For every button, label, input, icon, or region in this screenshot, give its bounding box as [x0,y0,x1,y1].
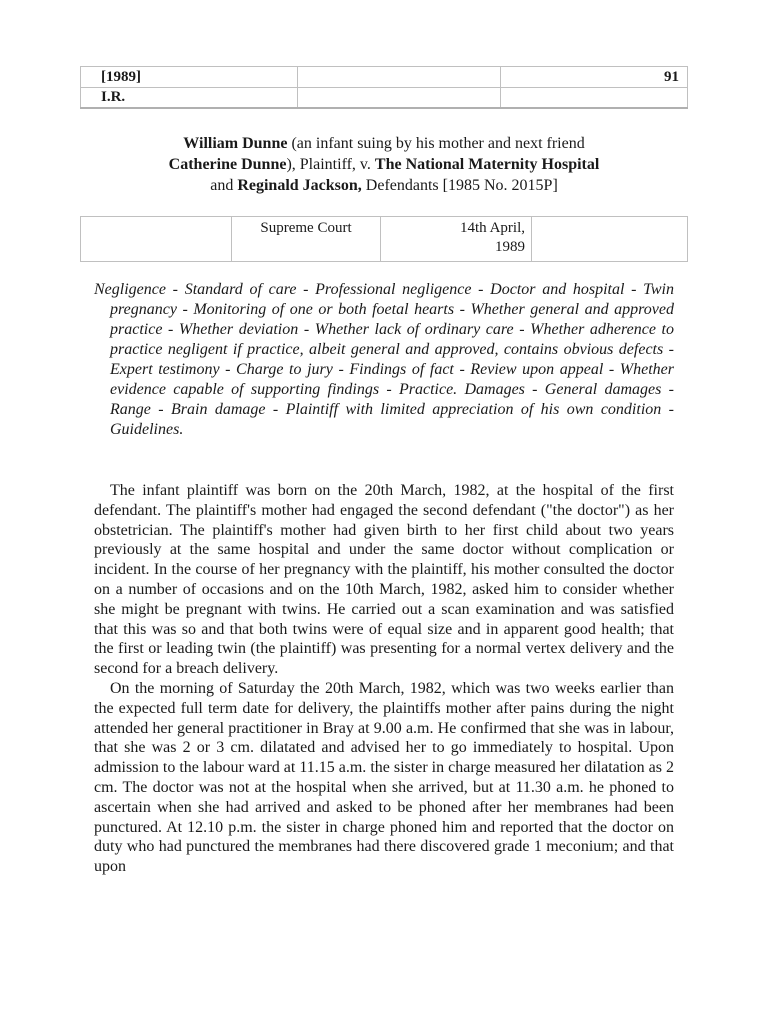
report-year: [1989] [81,67,298,88]
plaintiff-name: William Dunne [183,135,288,152]
second-defendant-name: Reginald Jackson, [237,177,362,194]
report-series: I.R. [81,88,298,109]
body-paragraph: On the morning of Saturday the 20th March, 1982, which was two weeks earlier than the expected full term date for delivery, the plaintiffs mother after pains during the night attended her general practitioner in Bray at 9.00 a.m. He confirmed that she was in labour, that she was 2 or 3 cm. dilatated and advised her to go immediately to hospital. Upon admission to the labour ward at 11.15 a.m. the sister in charge measured her dilatation as 2 cm. The doctor was not at the hospital when she arrived, but at 11.30 a.m. he phoned to ascertain when she had arrived and asked to be phoned after her membranes had been punctured. At 12.10 p.m. the sister in charge phoned him and reported that the doctor on duty who had punctured the membranes had there discovered grade 1 meconium; and that upon [94,679,674,876]
case-title-line-3 [80,175,688,196]
case-title-text: (an infant suing by his mother and next friend [287,135,585,152]
case-title-text: ), Plaintiff, v. [286,156,375,173]
judgment-body [94,481,674,877]
body-paragraph: The infant plaintiff was born on the 20th March, 1982, at the hospital of the first defendant. The plaintiff's mother had engaged the second defendant ("the doctor") as her obstetrician. The plaintiff's mother had given birth to her first child about two years previously at the same hospital and under the same doctor without complication or incident. In the course of her pregnancy with the plaintiff, his mother consulted the doctor on a number of occasions and on the 10th March, 1982, asked him to consider whether she might be pregnant with twins. He carried out a scan examination and was satisfied that this was so and that both twins were of equal size and in apparent good health; that the first or leading twin (the plaintiff) was presenting for a normal vertex delivery and the second for a breach delivery. [94,482,674,678]
header-empty-cell [298,67,501,88]
case-title [80,133,688,196]
page-number: 91 [501,67,688,88]
header-empty-cell [298,88,501,109]
headnote: Negligence - Standard of care - Professional negligence - Doctor and hospital - Twin pregnancy - Monitoring of one or both foetal hearts - Whether general and approved practice - Whether deviation - Whether lack of ordinary care - Whether adherence to practice negligent if practice, albeit general and approved, contains obvious defects - Expert testimony - Charge to jury - Findings of fact - Review upon appeal - Whether evidence capable of supporting findings - Practice. Damages - General damages - Range - Brain damage - Plaintiff with limited appreciation of his own condition - Guidelines. [94,281,674,438]
first-defendant-name: The National Maternity Hospital [374,156,600,173]
court-empty-cell [81,217,232,262]
case-title-line-1 [80,133,688,154]
case-title-line-2 [80,154,688,175]
next-friend-name: Catherine Dunne [168,156,287,173]
judgment-date-line-2: 1989 [495,239,525,255]
header-empty-cell [501,88,688,109]
case-title-text: and [210,177,238,194]
court-empty-cell [532,217,688,262]
court-name: Supreme Court [232,217,381,262]
judgment-date-line-1: 14th April, [459,220,525,236]
judgment-date [381,217,532,262]
court-info-table [80,216,688,262]
case-record-number: Defendants [1985 No. 2015P] [361,177,558,194]
report-header-table [80,66,688,109]
